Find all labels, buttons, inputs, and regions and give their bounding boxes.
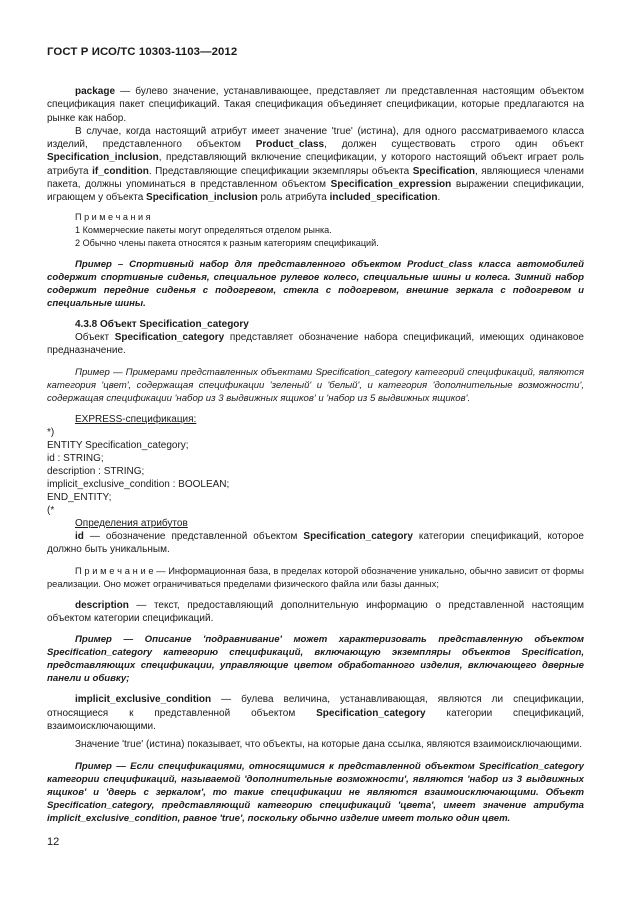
code-line: ENTITY Specification_category; — [47, 439, 189, 451]
notes-title: П р и м е ч а н и я — [75, 211, 151, 222]
term-package: package — [75, 86, 116, 97]
code-line: description : STRING; — [47, 465, 145, 477]
notes-block — [47, 211, 584, 250]
example-exclusive: Пример — Если спецификациями, относящимися к представленной объектом Specification_category категории спецификаций, называемой 'дополнительные возможности', являются 'набор из 3 выдвижных ящиков' и 'дверь с зеркалом', то такие спецификации не являются взаимоисключающими. Объект Specification_category, представляющий категорию спецификаций 'цвета', имеет значение атрибута implicit_exclusive_condition, равное 'true', поскольку обычно изделие имеет только один цвет. — [47, 760, 584, 824]
attribute-id: id — обозначение представленной объектом Specification_category категории спецификаций, которое должно быть уникальным. — [47, 531, 584, 556]
express-title: EXPRESS-спецификация: — [75, 413, 197, 425]
code-line: implicit_exclusive_condition : BOOLEAN; — [47, 478, 230, 490]
paragraph-package: package — булево значение, устанавливающее, представляет ли представленная настоящим объектом спецификация пакет спецификаций. Такая спецификация объединяет спецификации, которые предлагаются на рынке как набор. — [47, 86, 584, 124]
paragraph-true-case: В случае, когда настоящий атрибут имеет значение 'true' (истина), для одного рассматриваемого класса изделий, представленного объектом Product_class, должен существовать строго один объект Specification_inclusion, представляющий включение спецификации, у которого настоящий объект играет роль атрибута if_condition. Представляющие спецификации экземпляры объекта Specification, являющиеся членами пакета, должны упоминаться в представленном объектом Specification_expression выражении спецификации, играющем у объекта Specification_inclusion роль атрибута included_specification. — [47, 125, 584, 204]
express-code — [47, 426, 584, 517]
page-number: 12 — [47, 836, 60, 848]
note-1: 1 Коммерческие пакеты могут определяться отделом рынка. — [75, 224, 332, 235]
paragraph-category: Объект Specification_category представляет обозначение набора спецификаций, имеющих одинаковое предназначение. — [47, 331, 584, 357]
paragraph-true-value: Значение 'true' (истина) показывает, что объекты, на которые дана ссылка, являются взаимоисключающими. — [75, 739, 583, 751]
section-heading: 4.3.8 Объект Specification_category — [75, 318, 249, 330]
code-line: (* — [47, 504, 55, 516]
code-line: id : STRING; — [47, 452, 104, 464]
attribute-description: description — текст, предоставляющий дополнительную информацию о представленной настоящим объектом категории спецификаций. — [47, 599, 584, 625]
code-line: *) — [47, 426, 55, 438]
note-info-base: П р и м е ч а н и е — Информационная база, в пределах которой обозначение уникально, обычно зависит от формы реализации. Оно может ограничиваться пределами физического файла или базы данных; — [47, 565, 584, 589]
attributes-title: Определения атрибутов — [75, 517, 188, 529]
example-categories: Пример — Примерами представленных объектами Specification_category категорий спецификаций, являются категория 'цвет', содержащая спецификации 'зеленый' и 'белый', и категория 'дополнительные возможности', содержащая спецификации 'набор из 3 выдвижных ящиков' и 'набор из 5 выдвижных ящиков'. — [47, 366, 584, 404]
page-header: ГОСТ Р ИСО/ТС 10303-1103—2012 — [47, 46, 238, 58]
code-line: END_ENTITY; — [47, 491, 112, 503]
example-description: Пример — Описание 'подравнивание' может характеризовать представленную объектом Specification_category категорию спецификаций, включающую экземпляры объектов Specification, представляющих спецификации, управляющие цветом обработанного изделия, включающего дверные панели и обивку; — [47, 634, 584, 685]
note-2: 2 Обычно члены пакета относятся к разным категориям спецификаций. — [75, 237, 379, 248]
example-sport-package: Пример – Спортивный набор для представленного объектом Product_class класса автомобилей содержит спортивные сиденья, специальное рулевое колесо, специальные шины и колеса. Зимний набор содержит передние сиденья с подогревом, стекла с подогревом, внешние зеркала с подогревом и специальные шины. — [47, 258, 584, 309]
attribute-implicit-exclusive-condition: implicit_exclusive_condition — булева величина, устанавливающая, являются ли спецификации, относящиеся к представленной объектом Specification_category категории спецификаций, взаимоисключающими. — [47, 694, 584, 732]
